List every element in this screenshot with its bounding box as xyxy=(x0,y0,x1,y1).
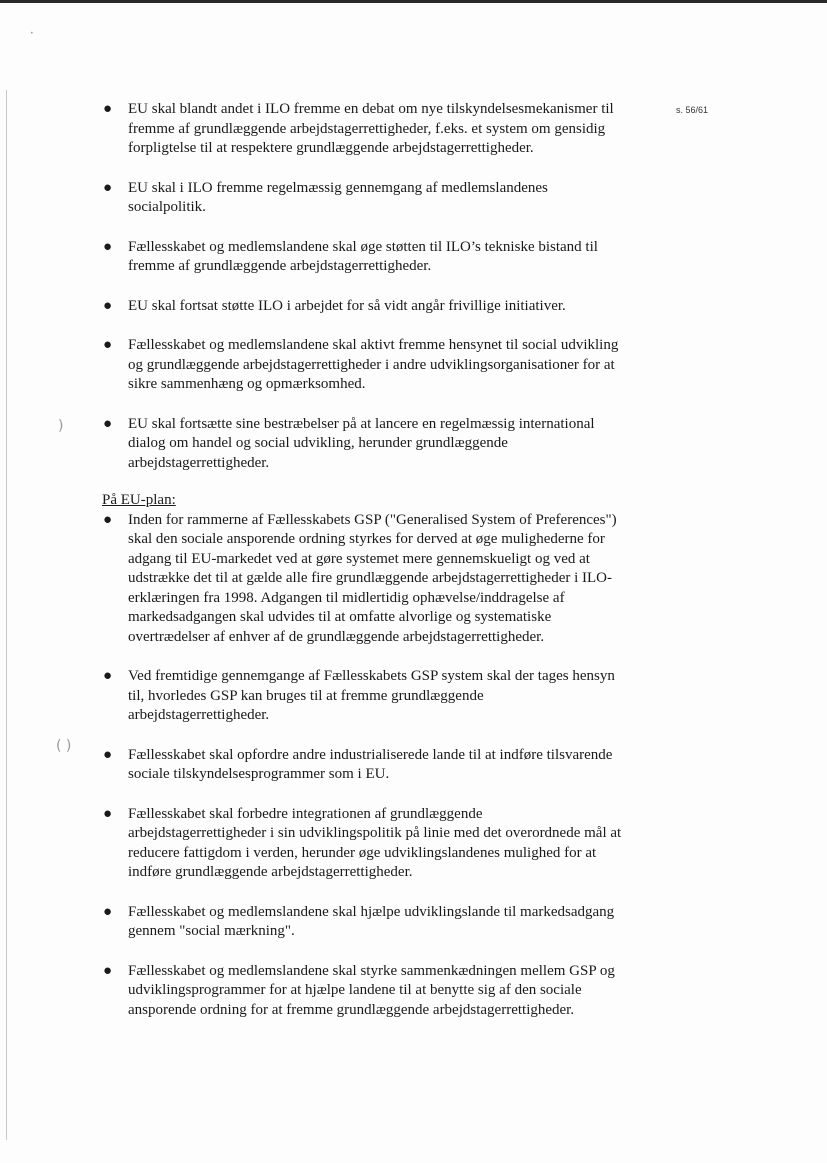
bullet-icon: ● xyxy=(103,297,113,314)
bullet-icon: ● xyxy=(103,962,113,979)
list-item xyxy=(102,238,622,277)
list-item xyxy=(102,297,622,317)
list-item xyxy=(102,179,622,218)
list-item-text: Fællesskabet og medlemslandene skal styrke sammenkædningen mellem GSP og udviklingsprogrammer for at hjælpe landene til at benytte sig af den sociale ansporende ordning for at fremme grundlæggende arbejdstagerrettigheder. xyxy=(128,962,615,1018)
bullet-icon: ● xyxy=(103,668,113,684)
list-item-text: Fællesskabet skal opfordre andre industrialiserede lande til at indføre tilsvarende sociale tilskyndelsesprogrammer som i EU. xyxy=(128,746,613,782)
list-item-text: Ved fremtidige gennemgange af Fællesskabets GSP system skal der tages hensyn til, hvorledes GSP kan bruges til at fremme grundlæggende arbejdstagerrettigheder. xyxy=(128,668,615,723)
list-item-text: Fællesskabet og medlemslandene skal hjælpe udviklingslande til markedsadgang gennem "social mærkning". xyxy=(128,903,615,939)
list-item xyxy=(102,415,622,474)
list-item-text: Fællesskabet og medlemslandene skal aktivt fremme hensynet til social udvikling og grundlæggende arbejdstagerrettigheder i andre udviklingsorganisationer for at sikre sammenhæng og opmærksomhed. xyxy=(128,337,619,392)
list-item-text: EU skal fortsætte sine bestræbelser på at lancere en regelmæssig international dialog om handel og social udvikling, herunder grundlæggende arbejdstagerrettigheder. xyxy=(128,415,595,471)
list-item-text: EU skal blandt andet i ILO fremme en debat om nye tilskyndelsesmekanismer til fremme af grundlæggende arbejdstagerrettigheder, f.eks. et system om gensidig forpligtelse til at respektere grundlæggende arbejdstagerrettigheder. xyxy=(128,101,614,156)
list-item-text: EU skal fortsat støtte ILO i arbejdet for så vidt angår frivillige initiativer. xyxy=(128,297,566,314)
bullet-icon: ● xyxy=(103,238,113,255)
list-item xyxy=(102,336,622,395)
document-body xyxy=(102,100,622,1020)
document-page: • ) ( ) s. 56/61 ● EU skal blandt andet i ILO fremme en debat om nye tilskyndelsesmekanismer til fremme af grundlæggende arbejdstagerrettigheder, f.eks. et system om gensidig forpligtelse til at respektere grundlæggende arbejdstagerrettigheder. ● EU skal i ILO fremme regelmæssig gennemgang af medlemslandenes socialpolitik. ● Fællesskabet og medlemslandene skal øge støtten til ILO’s tekniske bistand til fremme af grundlæggende arbejdstagerrettigheder. ● EU skal fortsat støtte ILO i arbejdet for så vidt angår frivillige initiativer. ● Fællesskabet og medlemslandene skal aktivt fremme hensynet til social udvikling og grundlæggende arbejdstagerrettigheder i andre udviklingsorganisationer for at sikre sammenhæng og opmærksomhed. ● EU skal fortsætte sine bestræbelser på at lancere en regelmæssig international dialog om handel og social udvikling, herunder grundlæggende arbejdstagerrettigheder. På EU-plan: ● Inden for rammerne af Fællesskabets GSP ("Generalised System of Preferences") skal den sociale ansporende ordning styrkes for derved at øge mulighederne for adgang til EU-markedet ved at gøre systemet mere gennemskueligt og ved at udstrække det til at gælde alle fire grundlæggende arbejdstagerrettigheder i ILO-erklæringen fra 1998. Adgangen til midlertidig ophævelse/inddragelse af markedsadgangen skal udvides til at omfatte alvorlige og systematiske overtrædelser af enhver af de grundlæggende arbejdstagerrettigheder. ● Ved fremtidige gennemgange af Fællesskabets GSP system skal der tages hensyn til, hvorledes GSP kan bruges til at fremme grundlæggende arbejdstagerrettigheder. ● Fællesskabet skal opfordre andre industrialiserede lande til at indføre tilsvarende sociale tilskyndelsesprogrammer som i EU. ● Fællesskabet skal forbedre integrationen af grundlæggende arbejdstagerrettigheder i sin udviklingspolitik på linie med det overordnede mål at reducere fattigdom i verden, herunder øge udviklingslandenes mulighed for at indføre grundlæggende arbejdstagerrettigheder. ● Fællesskabet og medlemslandene skal hjælpe udviklingslande til markedsadgang gennem "social mærkning". ● Fællesskabet og medlemslandene skal styrke sammenkædningen mellem GSP og udviklingsprogrammer for at hjælpe landene til at benytte sig af den sociale ansporende ordning for at fremme grundlæggende arbejdstagerrettigheder. xyxy=(0,0,827,1163)
section-heading-eu: På EU-plan: xyxy=(102,492,176,508)
eu-bullet-list xyxy=(102,511,622,1021)
list-item xyxy=(102,511,622,648)
list-item xyxy=(102,667,622,726)
bullet-icon: ● xyxy=(103,511,113,528)
international-bullet-list xyxy=(102,100,622,473)
list-item-text: EU skal i ILO fremme regelmæssig gennemgang af medlemslandenes socialpolitik. xyxy=(128,179,548,215)
bullet-icon: ● xyxy=(103,415,113,432)
list-item-text: Fællesskabet og medlemslandene skal øge støtten til ILO’s tekniske bistand til fremme af grundlæggende arbejdstagerrettigheder. xyxy=(128,238,598,274)
bullet-icon: ● xyxy=(103,101,113,117)
list-item xyxy=(102,746,622,785)
list-item xyxy=(102,100,622,159)
bullet-icon: ● xyxy=(103,179,113,196)
bullet-icon: ● xyxy=(103,337,113,353)
left-scan-edge xyxy=(6,90,7,1140)
top-scan-border xyxy=(0,0,827,3)
page-reference-note: s. 56/61 xyxy=(676,105,709,115)
bullet-icon: ● xyxy=(103,746,113,763)
bullet-icon: ● xyxy=(103,805,113,822)
list-item xyxy=(102,805,622,883)
list-item xyxy=(102,962,622,1021)
list-item xyxy=(102,903,622,942)
bullet-icon: ● xyxy=(103,903,113,920)
list-item-text: Fællesskabet skal forbedre integrationen af grundlæggende arbejdstagerrettigheder i sin udviklingspolitik på linie med det overordnede mål at reducere fattigdom i verden, herunder øge udviklingslandenes mulighed for at indføre grundlæggende arbejdstagerrettigheder. xyxy=(128,805,622,880)
list-item-text: Inden for rammerne af Fællesskabets GSP ("Generalised System of Preferences") skal den sociale ansporende ordning styrkes for derved at øge mulighederne for adgang til EU-markedet ved at gøre systemet mere gennemskueligt og ved at udstrække det til at gælde alle fire grundlæggende arbejdstagerrettigheder i ILO-erklæringen fra 1998. Adgangen til midlertidig ophævelse/inddragelse af markedsadgangen skal udvides til at omfatte alvorlige og systematiske overtrædelser af enhver af de grundlæggende arbejdstagerrettigheder. xyxy=(128,511,617,645)
